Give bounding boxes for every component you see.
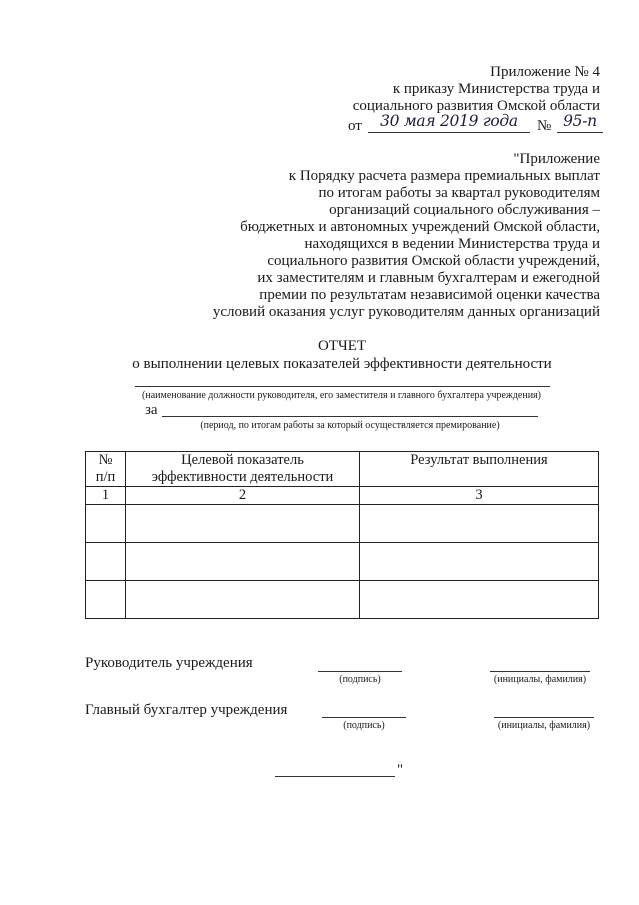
- table-cell[interactable]: [126, 543, 360, 581]
- table-cell[interactable]: [86, 505, 126, 543]
- director-name-hint: (инициалы, фамилия): [493, 674, 587, 685]
- director-signature-hint: (подпись): [339, 674, 381, 685]
- column-number-cell: 2: [126, 487, 360, 505]
- column-number-row: [86, 487, 599, 505]
- handwritten-number: 95-п: [563, 112, 597, 130]
- date-label: от: [348, 118, 362, 134]
- appendix-line: организаций социального обслуживания –: [329, 202, 600, 218]
- accountant-signature-hint: (подпись): [343, 720, 385, 731]
- table-cell[interactable]: [126, 505, 360, 543]
- report-title: ОТЧЕТ: [317, 338, 367, 354]
- director-label: Руководитель учреждения: [85, 655, 253, 671]
- table-cell[interactable]: [360, 543, 599, 581]
- period-underline: [162, 416, 538, 417]
- date-underline: [368, 132, 530, 133]
- appendix-line: находящихся в ведении Министерства труда и: [304, 236, 600, 252]
- appendix-line: премии по результатам независимой оценки качества: [259, 287, 600, 303]
- period-hint: (период, по итогам работы за который осуществляется премирование): [200, 420, 500, 431]
- header-cell-indicator: Целевой показатель эффективности деятельности: [126, 452, 360, 487]
- column-number-cell: 3: [360, 487, 599, 505]
- appendix-line: их заместителям и главным бухгалтерам и ежегодной: [257, 270, 600, 286]
- table-header-row: [86, 452, 599, 487]
- position-underline: [135, 386, 550, 387]
- header-cell-number: № п/п: [86, 452, 126, 487]
- closing-quote: ": [397, 762, 404, 778]
- table-row: [86, 543, 599, 581]
- number-underline: [557, 132, 603, 133]
- position-hint: (наименование должности руководителя, его заместителя и главного бухгалтера учреждения): [142, 390, 541, 401]
- number-label: №: [537, 118, 552, 134]
- appendix-line: к Порядку расчета размера премиальных выплат: [288, 168, 600, 184]
- accountant-name-hint: (инициалы, фамилия): [497, 720, 591, 731]
- appendix-line: "Приложение: [513, 151, 600, 167]
- table-cell[interactable]: [360, 581, 599, 619]
- appendix-line: условий оказания услуг руководителям данных организаций: [212, 304, 600, 320]
- annex-title: Приложение № 4: [490, 64, 600, 80]
- accountant-name-line[interactable]: [494, 717, 594, 718]
- table-row: [86, 581, 599, 619]
- order-reference-line-2: социального развития Омской области: [352, 98, 600, 114]
- appendix-line: социального развития Омской области учреждений,: [267, 253, 600, 269]
- report-subtitle: о выполнении целевых показателей эффективности деятельности: [132, 356, 552, 372]
- indicators-table: [85, 451, 599, 619]
- header-cell-result: Результат выполнения: [360, 452, 599, 487]
- table-cell[interactable]: [86, 543, 126, 581]
- period-label: за: [145, 402, 158, 418]
- appendix-line: бюджетных и автономных учреждений Омской области,: [240, 219, 600, 235]
- accountant-label: Главный бухгалтер учреждения: [85, 702, 288, 718]
- table-cell[interactable]: [86, 581, 126, 619]
- column-number-cell: 1: [86, 487, 126, 505]
- director-signature-line[interactable]: [318, 671, 402, 672]
- handwritten-date: 30 мая 2019 года: [380, 112, 518, 130]
- order-reference-line-1: к приказу Министерства труда и: [392, 81, 600, 97]
- accountant-signature-line[interactable]: [322, 717, 406, 718]
- closing-underline: [275, 776, 395, 777]
- appendix-line: по итогам работы за квартал руководителям: [318, 185, 600, 201]
- director-name-line[interactable]: [490, 671, 590, 672]
- table-cell[interactable]: [360, 505, 599, 543]
- table-row: [86, 505, 599, 543]
- table-cell[interactable]: [126, 581, 360, 619]
